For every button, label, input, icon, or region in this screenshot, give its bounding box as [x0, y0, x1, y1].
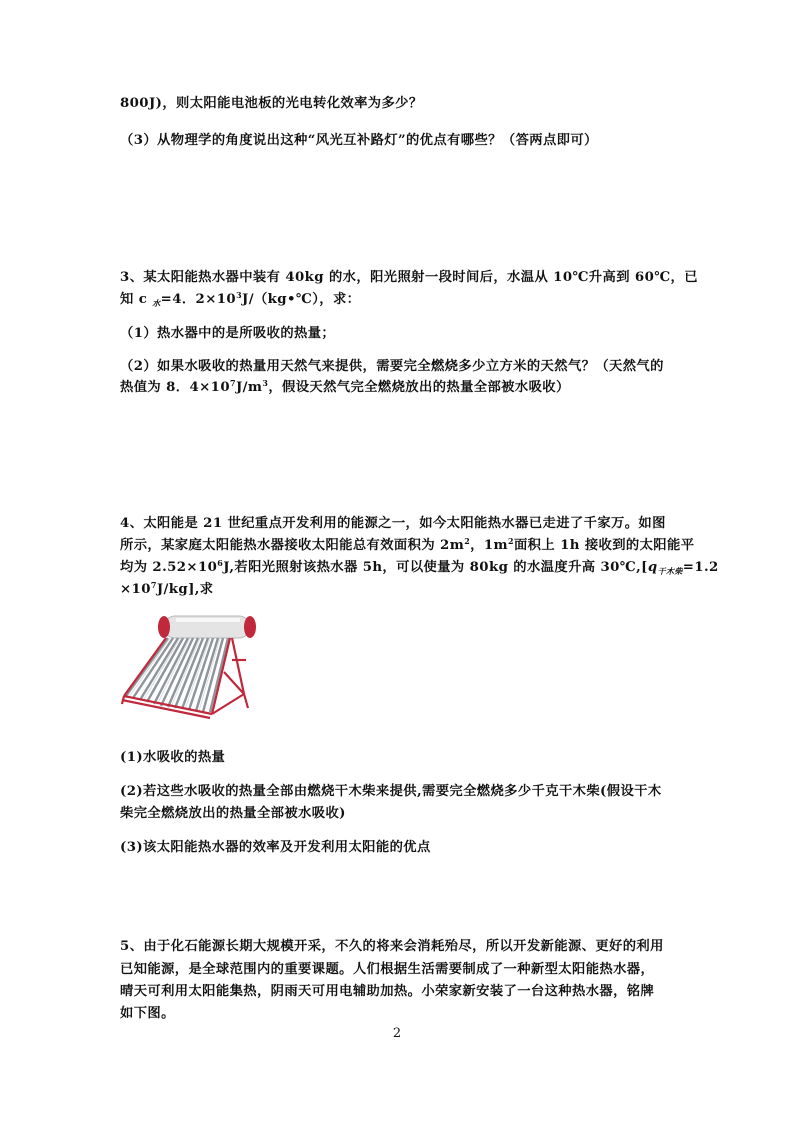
text-line: 800J)，则太阳能电池板的光电转化效率为多少？ [120, 96, 423, 111]
question-5-line: 晴天可利用太阳能集热，阴雨天可用电辅助加热。小荣家新安装了一台这种热水器，铭牌 [120, 984, 655, 999]
solar-water-heater-image [120, 612, 256, 720]
question-4-part-2: (2)若这些水吸收的热量全部由燃烧干木柴来提供,需要完全燃烧多少千克干木柴(假设干木 [120, 784, 662, 799]
question-3-line: 3、某太阳能热水器中装有 40kg 的水，阳光照射一段时间后，水温从 10℃升高到 60℃，已 [120, 270, 698, 285]
question-4-line: $\times 10^7J/kg$],求 [120, 580, 214, 597]
text-line: （3）从物理学的角度说出这种“风光互补路灯”的优点有哪些？（答两点即可） [120, 133, 598, 148]
question-4-part-2: 柴完全燃烧放出的热量全部被水吸收) [120, 806, 346, 821]
question-5-line: 5、由于化石能源长期大规模开采，不久的将来会消耗殆尽，所以开发新能源、更好的利用 [120, 939, 664, 954]
question-4-line: 所示，某家庭太阳能热水器接收太阳能总有效面积为 $2m^2$，$1m^2$面积上 1h 接收到的太阳能平 [120, 536, 695, 553]
question-5-line: 已知能源，是全球范围内的重要课题。人们根据生活需要制成了一种新型太阳能热水器， [120, 962, 655, 977]
page-number: 2 [392, 1026, 402, 1041]
question-5-line: 如下图。 [120, 1006, 175, 1021]
question-4-line: 4、太阳能是 21 世纪重点开发利用的能源之一，如今太阳能热水器已走进了千家万。如图 [120, 516, 666, 531]
question-3-part-2: 热值为 8．$4\times 10^7J/m^3$，假设天然气完全燃烧放出的热量全部被水吸收） [120, 378, 570, 395]
question-4-part-3: (3)该太阳能热水器的效率及开发利用太阳能的优点 [120, 840, 431, 855]
question-4-line: 均为 $2.52\times 10^6J$,若阳光照射该热水器 5h，可以使量为 80kg 的水温度升高 $30℃,[q_{干木柴}=1.2$ [120, 558, 719, 576]
question-4-part-1: (1)水吸收的热量 [120, 750, 226, 765]
question-3-part-2: （2）如果水吸收的热量用天然气来提供，需要完全燃烧多少立方米的天然气？（天然气的 [120, 359, 664, 374]
question-3-part-1: （1）热水器中的是所吸收的热量； [120, 326, 336, 341]
question-3-line: 知 c $_水$=4．$2\times 10^3J/(kg•℃)$，求： [120, 290, 361, 308]
